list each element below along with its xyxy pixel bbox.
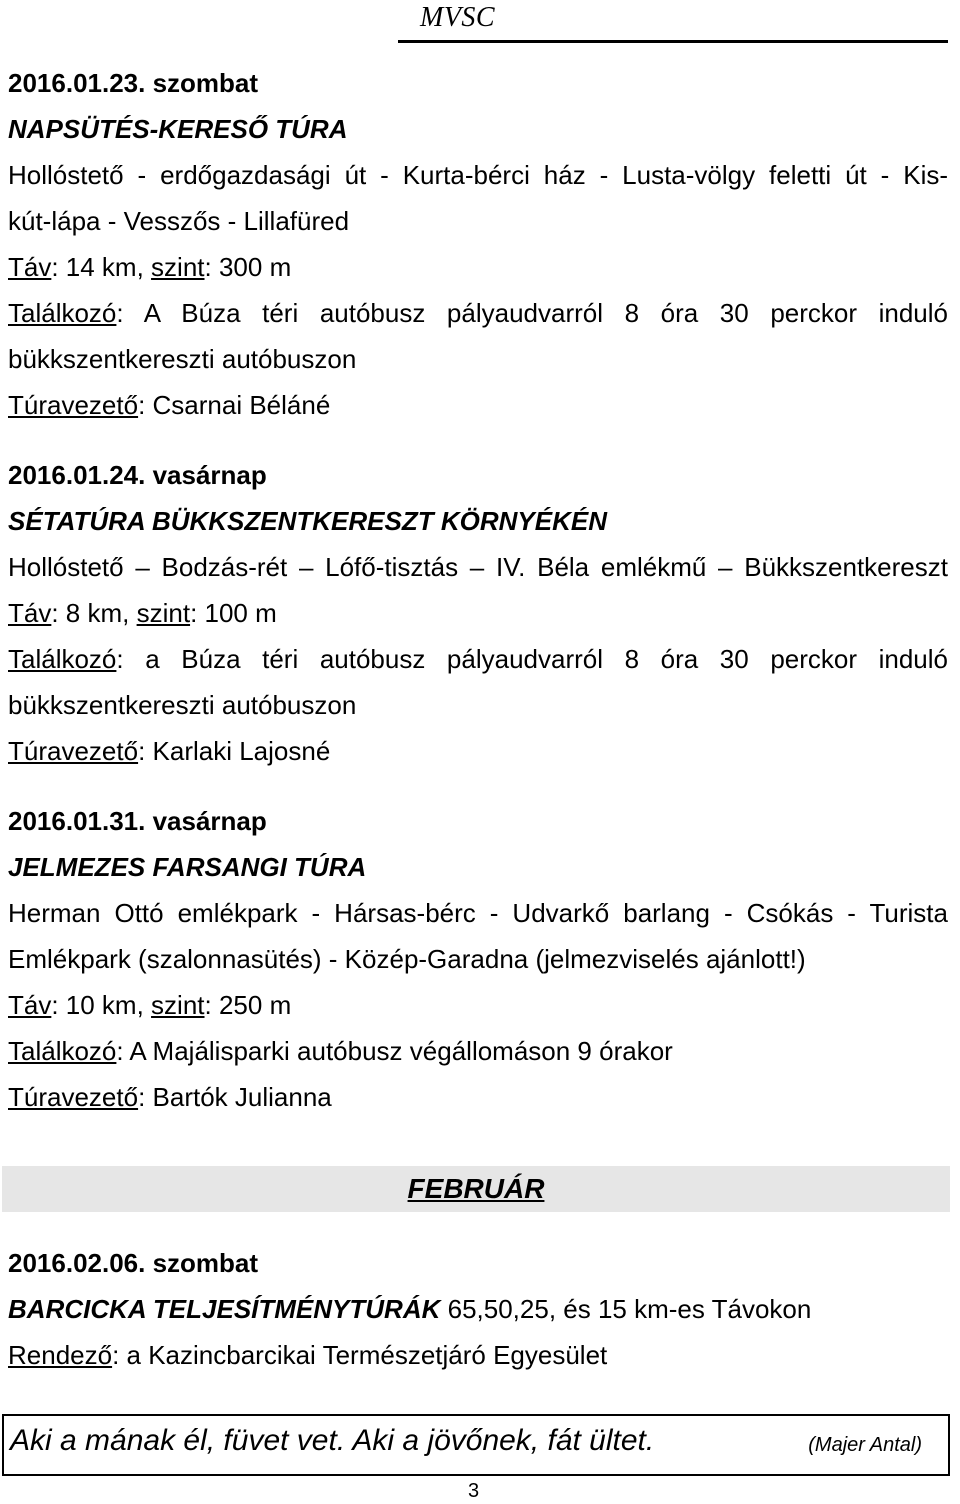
elevation-label: szint [151,252,205,282]
elevation-value: : 100 m [190,598,277,628]
event-route: Hollóstető – Bodzás-rét – Lófő-tisztás – IV. Béla emlékmű – Bükkszentkereszt [8,552,948,582]
elevation-label: szint [136,598,191,628]
meeting-value: : a Búza téri autóbusz pályaudvarról 8 óra 30 perckor induló [116,644,948,674]
header-logo: MVSC [420,2,496,33]
guide-label: Túravezető [8,736,139,766]
event-meeting [8,636,948,682]
event-distance [8,590,948,636]
event-date: 2016.01.24. vasárnap [8,460,267,490]
distance-label: Táv [8,990,52,1020]
footer-quote: Aki a mának él, füvet vet. Aki a jövőnek, fát ültet. [10,1424,655,1457]
page-number: 3 [468,1480,480,1502]
meeting-label: Találkozó [8,644,117,674]
guide-name: : Bartók Julianna [138,1082,332,1112]
event-distance [8,244,948,290]
event-organizer [8,1332,948,1378]
footer-quote-author: (Majer Antal) [808,1434,922,1456]
event-meeting [8,1028,948,1074]
elevation-value: : 250 m [204,990,292,1020]
guide-label: Túravezető [8,1082,139,1112]
event-title: JELMEZES FARSANGI TÚRA [8,852,367,882]
event-guide [8,382,948,428]
event-list [8,60,948,1120]
event-4 [8,1240,948,1378]
event-3 [8,798,948,1120]
event-route-cont: Emlékpark (szalonnasütés) - Közép-Garadna (jelmezviselés ajánlott!) [8,944,806,974]
guide-name: : Karlaki Lajosné [138,736,331,766]
distance-value: : 14 km, [51,252,152,282]
organizer-label: Rendező [8,1340,113,1370]
event-meeting-cont: bükkszentkereszti autóbuszon [8,344,357,374]
event-distance [8,982,948,1028]
header-rule [398,40,948,43]
event-meeting-cont: bükkszentkereszti autóbuszon [8,690,357,720]
elevation-label: szint [151,990,205,1020]
event-guide [8,728,948,774]
event-title: SÉTATÚRA BÜKKSZENTKERESZT KÖRNYÉKÉN [8,506,607,536]
distance-label: Táv [8,252,52,282]
event-date: 2016.02.06. szombat [8,1248,259,1278]
event-route: Herman Ottó emlékpark - Hársas-bérc - Udvarkő barlang - Csókás - Turista [8,898,948,928]
event-title: NAPSÜTÉS-KERESŐ TÚRA [8,114,348,144]
event-1 [8,60,948,428]
event-title-suffix: 65,50,25, és 15 km-es Távokon [440,1294,812,1324]
distance-value: : 8 km, [51,598,137,628]
event-title-line [8,1286,948,1332]
meeting-label: Találkozó [8,1036,117,1066]
event-route-cont: kút-lápa - Vesszős - Lillafüred [8,206,350,236]
event-guide [8,1074,948,1120]
meeting-value: : A Majálisparki autóbusz végállomáson 9 órakor [116,1036,673,1066]
organizer-value: : a Kazincbarcikai Természetjáró Egyesület [112,1340,608,1370]
meeting-label: Találkozó [8,298,117,328]
event-date: 2016.01.31. vasárnap [8,806,267,836]
event-meeting [8,290,948,336]
elevation-value: : 300 m [204,252,292,282]
quote-box [2,1414,950,1476]
distance-label: Táv [8,598,52,628]
event-2 [8,452,948,774]
month-heading: FEBRUÁR [2,1166,950,1212]
guide-label: Túravezető [8,390,139,420]
distance-value: : 10 km, [51,990,152,1020]
event-route: Hollóstető - erdőgazdasági út - Kurta-bérci ház - Lusta-völgy feletti út - Kis- [8,160,948,190]
meeting-value: : A Búza téri autóbusz pályaudvarról 8 óra 30 perckor induló [116,298,948,328]
event-date: 2016.01.23. szombat [8,68,259,98]
event-title: BARCICKA TELJESÍTMÉNYTÚRÁK [8,1294,441,1324]
guide-name: : Csarnai Béláné [138,390,331,420]
